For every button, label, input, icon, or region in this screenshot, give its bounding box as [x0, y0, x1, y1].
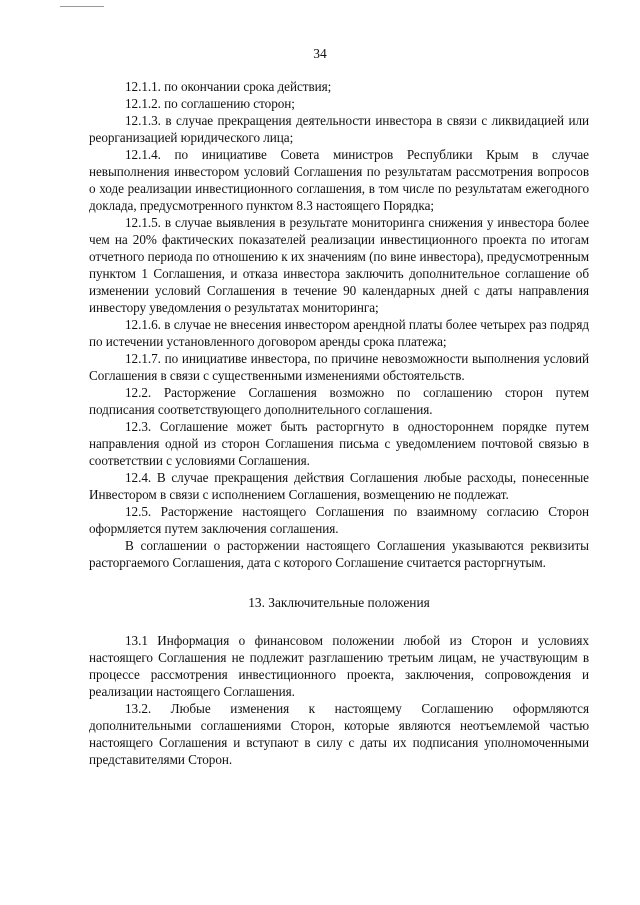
paragraph-12-1-4: 12.1.4. по инициативе Совета министров Республики Крым в случае невыполнения инвестором условий Соглашения по результатам рассмотрения вопросов о ходе реализации инвестиционного соглашения, в том числе по результатам ежегодного доклада, предусмотренного пунктом 8.3 настоящего Порядка;	[89, 147, 589, 213]
paragraph-13-1: 13.1 Информация о финансовом положении любой из Сторон и условиях настоящего Соглашения не подлежит разглашению третьим лицам, не участвующим в процессе рассмотрения инвестиционного проекта, заключения, сопровождения и реализации настоящего Соглашения.	[89, 633, 589, 699]
paragraph-13-2: 13.2. Любые изменения к настоящему Соглашению оформляются дополнительными соглашениями Сторон, которые являются неотъемлемой частью настоящего Соглашения и вступают в силу с даты их подписания уполномоченными представителями Сторон.	[89, 701, 589, 767]
paragraph-termination-details: В соглашении о расторжении настоящего Соглашения указываются реквизиты расторгаемого Соглашения, дата с которого Соглашение считается расторгнутым.	[89, 538, 589, 570]
paragraph-12-1-6: 12.1.6. в случае не внесения инвестором арендной платы более четырех раз подряд по истечении установленного договором аренды срока платежа;	[89, 317, 589, 349]
paragraph-12-1-2: 12.1.2. по соглашению сторон;	[125, 96, 295, 111]
paragraph-12-5: 12.5. Расторжение настоящего Соглашения по взаимному согласию Сторон оформляется путем заключения соглашения.	[89, 504, 589, 536]
scan-corner-line	[60, 6, 104, 7]
paragraph-12-1-7: 12.1.7. по инициативе инвестора, по причине невозможности выполнения условий Соглашения в связи с существенными изменениями обстоятельств.	[89, 351, 589, 383]
paragraph-12-1-1: 12.1.1. по окончании срока действия;	[125, 79, 332, 94]
paragraph-12-2: 12.2. Расторжение Соглашения возможно по соглашению сторон путем подписания соответствующего дополнительного соглашения.	[89, 385, 589, 417]
section-title-13: 13. Заключительные положения	[248, 595, 430, 610]
paragraph-12-1-5: 12.1.5. в случае выявления в результате мониторинга снижения у инвестора более чем на 20% фактических показателей реализации инвестиционного проекта по итогам отчетного периода по отношению к их значениям (по вине инвестора), предусмотренным пунктом 1 Соглашения, и отказа инвестора заключить дополнительное соглашение об изменении условий Соглашения в течение 90 календарных дней с даты направления инвестору уведомления о результатах мониторинга;	[89, 215, 589, 315]
paragraph-12-3: 12.3. Соглашение может быть расторгнуто в одностороннем порядке путем направления одной из сторон Соглашения письма с уведомлением почтовой связью в соответствии с условиями Соглашения.	[89, 419, 589, 468]
paragraph-12-1-3: 12.1.3. в случае прекращения деятельности инвестора в связи с ликвидацией или реорганизацией юридического лица;	[89, 113, 589, 145]
paragraph-12-4: 12.4. В случае прекращения действия Соглашения любые расходы, понесенные Инвестором в связи с исполнением Соглашения, возмещению не подлежат.	[89, 470, 589, 502]
document-body	[89, 78, 589, 768]
page-number: 34	[313, 46, 327, 61]
